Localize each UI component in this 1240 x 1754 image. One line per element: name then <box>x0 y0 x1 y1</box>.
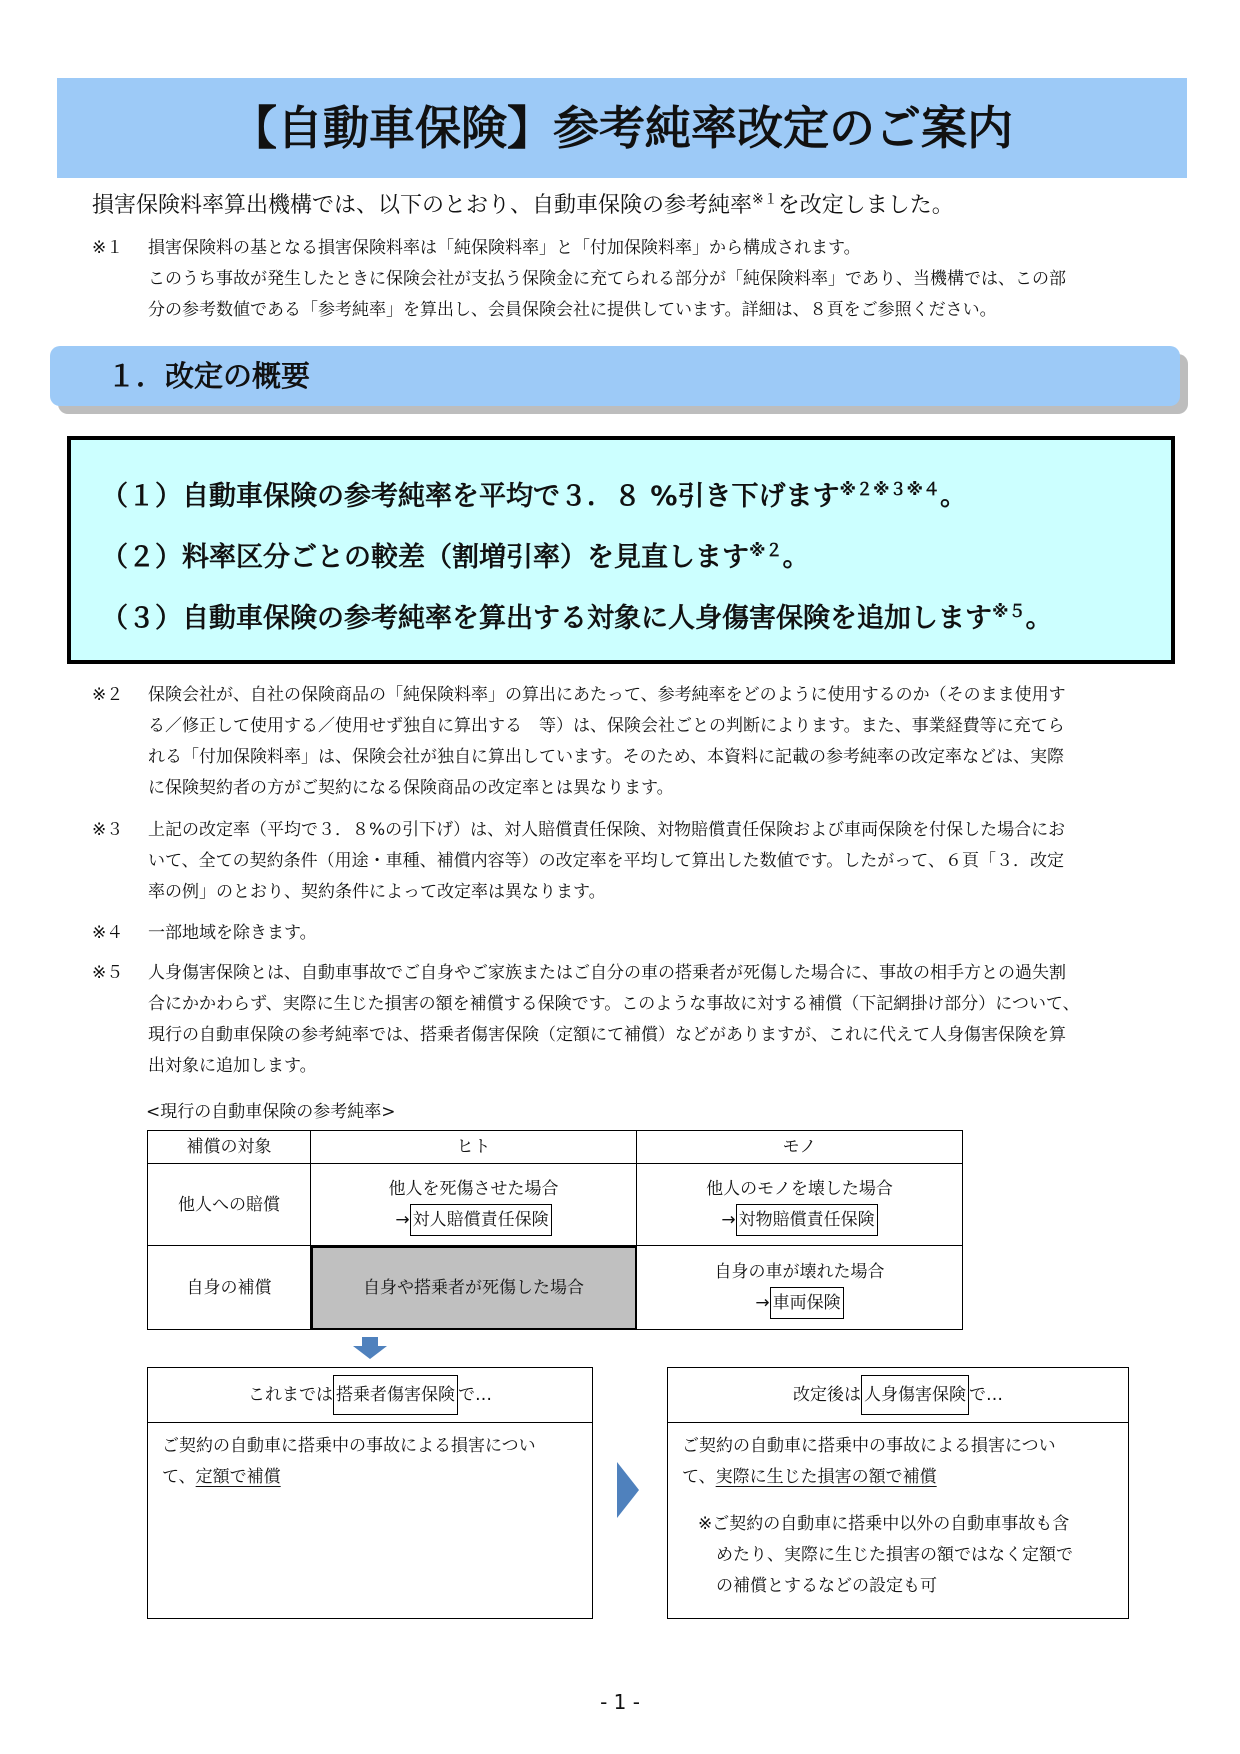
text-pre: て、 <box>682 1467 716 1487</box>
note-1-line: 損害保険料の基となる損害保険料率は「純保険料率」と「付加保険料率」から構成されます。 <box>148 238 861 258</box>
section-heading: １．改定の概要 <box>107 359 311 393</box>
head-boxed: 搭乗者傷害保険 <box>333 1375 458 1415</box>
note-5-line: 現行の自動車保険の参考純率では、搭乗者傷害保険（定額にて補償）などがありますが、これに代えて人身傷害保険を算 <box>148 1025 1066 1045</box>
subnote-line: の補償とするなどの設定も可 <box>716 1576 937 1596</box>
coverage-table <box>147 1130 963 1330</box>
text-pre: て、 <box>162 1467 196 1487</box>
title-band <box>57 78 1187 178</box>
intro-text <box>92 188 954 219</box>
row-label: 他人への賠償 <box>148 1164 311 1246</box>
note-4-mark: ※４ <box>92 923 124 943</box>
text-underlined: 定額で補償 <box>195 1467 281 1487</box>
table-cell <box>637 1164 963 1246</box>
arrow-right-icon <box>617 1462 639 1518</box>
note-1-line: このうち事故が発生したときに保険会社が支払う保険金に充てられる部分が「純保険料率」であり、当機構では、この部 <box>148 269 1066 289</box>
after-box-text <box>668 1423 1128 1493</box>
note-1-line: 分の参考数値である「参考純率」を算出し、会員保険会社に提供しています。詳細は、８頁をご参照ください。 <box>148 300 997 320</box>
summary-item-tail: 。 <box>940 481 968 512</box>
after-box-subnote <box>668 1493 1128 1602</box>
arrow-glyph: → <box>721 1209 736 1230</box>
note-3-mark: ※３ <box>92 820 124 840</box>
coverage-name: 対物賠償責任保険 <box>736 1204 878 1236</box>
note-5-line: 合にかかわらず、実際に生じた損害の額を補償する保険です。このような事故に対する補償（下記網掛け部分）について、 <box>148 994 1080 1014</box>
section-heading-band <box>50 346 1180 406</box>
note-2-mark: ※２ <box>92 685 124 705</box>
coverage-name: 車両保険 <box>770 1287 844 1319</box>
text-underlined: 実際に生じた損害の額で補償 <box>715 1467 937 1487</box>
table-cell <box>637 1246 963 1330</box>
summary-item-sup: ※２ <box>749 541 783 561</box>
table-caption: <現行の自動車保険の参考純率> <box>146 1102 396 1122</box>
coverage-name: 対人賠償責任保険 <box>410 1204 552 1236</box>
summary-box <box>67 436 1175 664</box>
head-post: で… <box>969 1385 1003 1405</box>
summary-item-text: （３）自動車保険の参考純率を算出する対象に人身傷害保険を追加します <box>101 603 992 634</box>
table-header: ヒト <box>311 1131 637 1164</box>
subnote-line: ※ご契約の自動車に搭乗中以外の自動車事故も含 <box>698 1514 1070 1534</box>
table-header: モノ <box>637 1131 963 1164</box>
row-label: 自身の補償 <box>148 1246 311 1330</box>
arrow-glyph: → <box>755 1292 770 1313</box>
text-line: ご契約の自動車に搭乗中の事故による損害につい <box>682 1436 1056 1456</box>
note-2-line: に保険契約者の方がご契約になる保険商品の改定率とは異なります。 <box>148 778 674 798</box>
note-2-line: れる「付加保険料率」は、保険会社が独自に算出しています。そのため、本資料に記載の参考純率の改定率などは、実際 <box>148 747 1064 767</box>
subnote-line: めたり、実際に生じた損害の額ではなく定額で <box>716 1545 1073 1565</box>
summary-item-text: （１）自動車保険の参考純率を平均で３．８ %引き下げます <box>101 481 840 512</box>
intro-before: 損害保険料率算出機構では、以下のとおり、自動車保険の参考純率 <box>92 193 753 218</box>
summary-item-tail: 。 <box>1025 603 1053 634</box>
summary-item-2 <box>101 535 810 574</box>
summary-item-text: （２）料率区分ごとの較差（割増引率）を見直します <box>101 542 749 573</box>
summary-item-sup: ※２※３※４ <box>839 480 941 500</box>
before-box <box>147 1367 593 1619</box>
page-number: - 1 - <box>600 1690 640 1714</box>
arrow-down-icon <box>353 1337 387 1359</box>
before-box-text <box>148 1423 592 1493</box>
head-pre: 改定後は <box>793 1385 861 1405</box>
head-post: で… <box>458 1385 492 1405</box>
note-1 <box>92 233 1172 326</box>
arrow-glyph: → <box>395 1209 410 1230</box>
cell-line: 他人を死傷させた場合 <box>388 1178 559 1199</box>
before-box-head <box>148 1368 592 1423</box>
summary-item-sup: ※５ <box>992 602 1026 622</box>
note-2-line: 保険会社が、自社の保険商品の「純保険料率」の算出にあたって、参考純率をどのように使用するのか（そのまま使用す <box>148 685 1066 705</box>
head-boxed: 人身傷害保険 <box>861 1375 969 1415</box>
note-3-line: いて、全ての契約条件（用途・車種、補償内容等）の改定率を平均して算出した数値です。したがって、６頁「３．改定 <box>148 851 1064 871</box>
note-5-mark: ※５ <box>92 963 124 983</box>
text-line: ご契約の自動車に搭乗中の事故による損害につい <box>162 1436 536 1456</box>
cell-line: 他人のモノを壊した場合 <box>706 1178 893 1199</box>
note-1-mark: ※１ <box>92 238 124 258</box>
intro-after: を改定しました。 <box>777 193 954 218</box>
after-box-head <box>668 1368 1128 1423</box>
note-3 <box>92 815 1172 908</box>
note-2 <box>92 680 1172 804</box>
shaded-cell: 自身や搭乗者が死傷した場合 <box>311 1246 637 1330</box>
note-4 <box>92 918 1172 949</box>
intro-sup: ※１ <box>752 191 778 208</box>
note-5 <box>92 958 1172 1082</box>
head-pre: これまでは <box>248 1385 333 1405</box>
note-5-line: 出対象に追加します。 <box>148 1056 317 1076</box>
page-title: 【自動車保険】参考純率改定のご案内 <box>231 101 1013 155</box>
table-cell <box>311 1164 637 1246</box>
note-3-line: 上記の改定率（平均で３．８%の引下げ）は、対人賠償責任保険、対物賠償責任保険および車両保険を付保した場合にお <box>148 820 1066 840</box>
note-5-line: 人身傷害保険とは、自動車事故でご自身やご家族またはご自分の車の搭乗者が死傷した場合に、事故の相手方との過失割 <box>148 963 1066 983</box>
cell-line: 自身の車が壊れた場合 <box>714 1261 885 1282</box>
summary-item-3 <box>101 596 1053 635</box>
summary-item-tail: 。 <box>782 542 810 573</box>
summary-item-1 <box>101 474 967 513</box>
table-header: 補償の対象 <box>148 1131 311 1164</box>
note-2-line: る／修正して使用する／使用せず独自に算出する 等）は、保険会社ごとの判断によります。また、事業経費等に充てら <box>148 716 1065 736</box>
after-box <box>667 1367 1129 1619</box>
note-3-line: 率の例」のとおり、契約条件によって改定率は異なります。 <box>148 882 606 902</box>
note-4-line: 一部地域を除きます。 <box>148 923 317 943</box>
